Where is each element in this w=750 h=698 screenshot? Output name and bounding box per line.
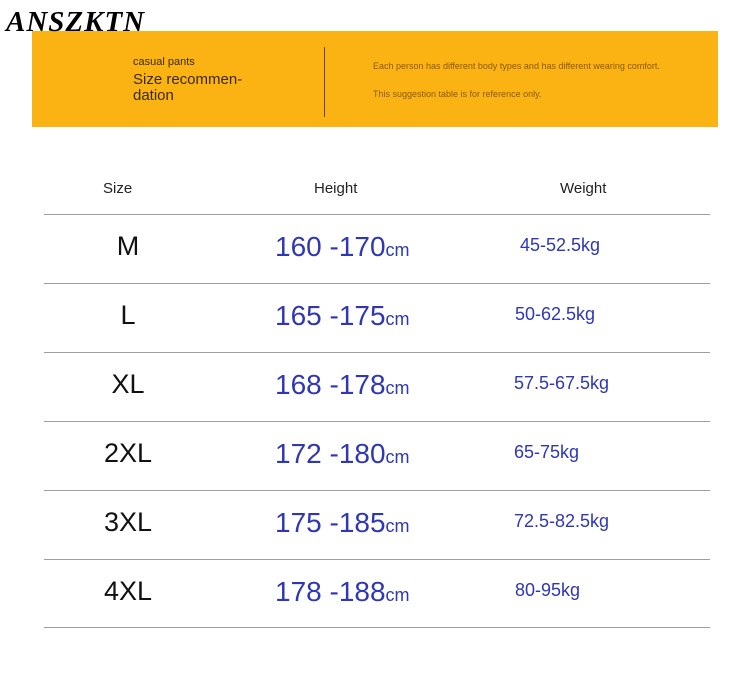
height-cell [275, 300, 410, 332]
weight-cell: 80-95kg [515, 580, 581, 600]
height-unit: cm [385, 447, 410, 467]
height-value: 178 -188 [275, 576, 386, 607]
height-value: 175 -185 [275, 507, 386, 538]
size-banner [32, 31, 718, 127]
brand-logo: ANSZKTN [6, 6, 146, 38]
table-row [0, 560, 750, 628]
height-unit: cm [385, 585, 410, 605]
height-unit: cm [385, 516, 410, 536]
size-cell: M [116, 231, 140, 261]
weight-cell: 45-52.5kg [520, 235, 601, 255]
table-row [0, 491, 750, 559]
height-cell [275, 507, 410, 539]
height-unit: cm [385, 309, 410, 329]
height-cell [275, 438, 410, 470]
table-row [0, 284, 750, 352]
height-cell [275, 369, 410, 401]
height-value: 172 -180 [275, 438, 386, 469]
weight-cell: 65-75kg [514, 442, 580, 462]
height-cell [275, 576, 410, 608]
product-category-label: casual pants [133, 56, 195, 68]
table-divider [44, 627, 710, 628]
height-unit: cm [385, 240, 410, 260]
size-cell: XL [111, 369, 145, 399]
height-cell [275, 231, 410, 263]
table-row [0, 215, 750, 283]
header-weight: Weight [560, 180, 607, 197]
size-cell: L [120, 300, 136, 330]
height-value: 165 -175 [275, 300, 386, 331]
table-row [0, 422, 750, 490]
height-unit: cm [385, 378, 410, 398]
height-value: 168 -178 [275, 369, 386, 400]
banner-note: Each person has different body types and has different wearing comfort. [373, 61, 660, 71]
header-size: Size [103, 180, 133, 197]
size-cell: 2XL [103, 438, 153, 468]
banner-disclaimer: This suggestion table is for reference only. [373, 89, 542, 99]
table-row [0, 353, 750, 421]
banner-title: Size recommen-dation [133, 71, 243, 104]
table-header [0, 180, 750, 202]
size-cell: 4XL [103, 576, 153, 606]
weight-cell: 50-62.5kg [515, 304, 596, 324]
size-cell: 3XL [103, 507, 153, 537]
header-height: Height [314, 180, 358, 197]
weight-cell: 72.5-82.5kg [514, 511, 610, 531]
weight-cell: 57.5-67.5kg [514, 373, 610, 393]
banner-divider [324, 47, 325, 117]
height-value: 160 -170 [275, 231, 386, 262]
